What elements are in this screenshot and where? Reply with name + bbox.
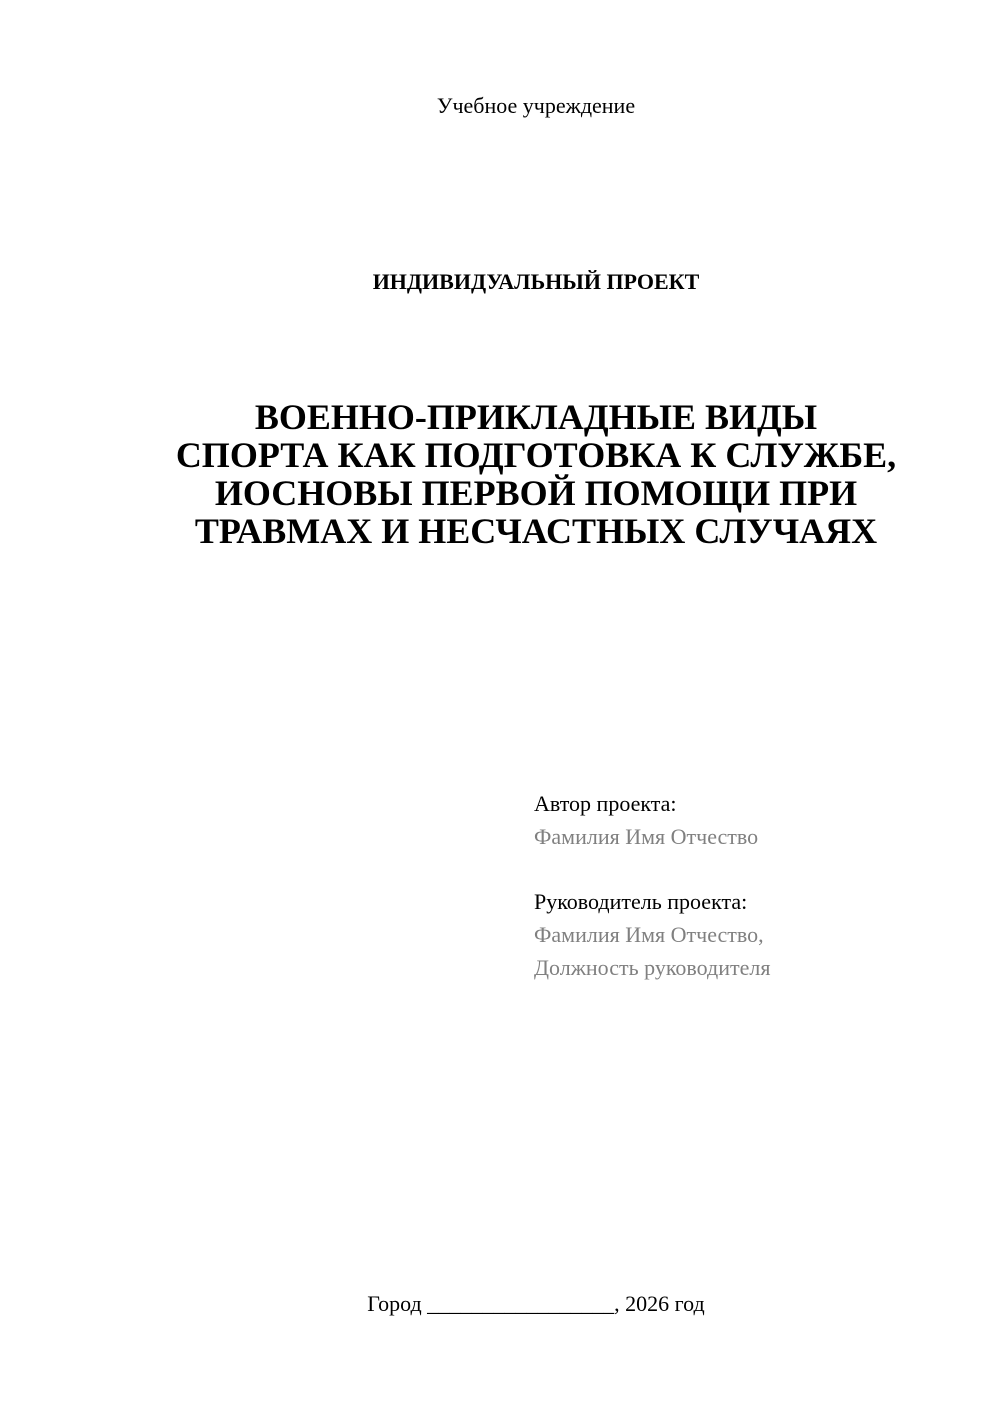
- title-line-4: ТРАВМАХ И НЕСЧАСТНЫХ СЛУЧАЯХ: [194, 511, 878, 551]
- city-year-line: Город _________________, 2026 год: [367, 1291, 705, 1316]
- spacer: [534, 853, 974, 885]
- project-type-heading: ИНДИВИДУАЛЬНЫЙ ПРОЕКТ: [372, 269, 700, 294]
- supervisor-position-placeholder: Должность руководителя: [534, 955, 771, 980]
- title-line-3: ИОСНОВЫ ПЕРВОЙ ПОМОЩИ ПРИ: [214, 473, 858, 513]
- title-line-1: ВОЕННО-ПРИКЛАДНЫЕ ВИДЫ: [254, 397, 818, 437]
- supervisor-label: Руководитель проекта:: [534, 889, 748, 914]
- institution-name: Учебное учреждение: [436, 93, 636, 118]
- title-line-2: СПОРТА КАК ПОДГОТОВКА К СЛУЖБЕ,: [175, 435, 897, 475]
- credits-block: [534, 787, 974, 984]
- author-label: Автор проекта:: [534, 791, 677, 816]
- supervisor-name-placeholder: Фамилия Имя Отчество,: [534, 922, 764, 947]
- project-title: [100, 398, 972, 550]
- author-name-placeholder: Фамилия Имя Отчество: [534, 824, 759, 849]
